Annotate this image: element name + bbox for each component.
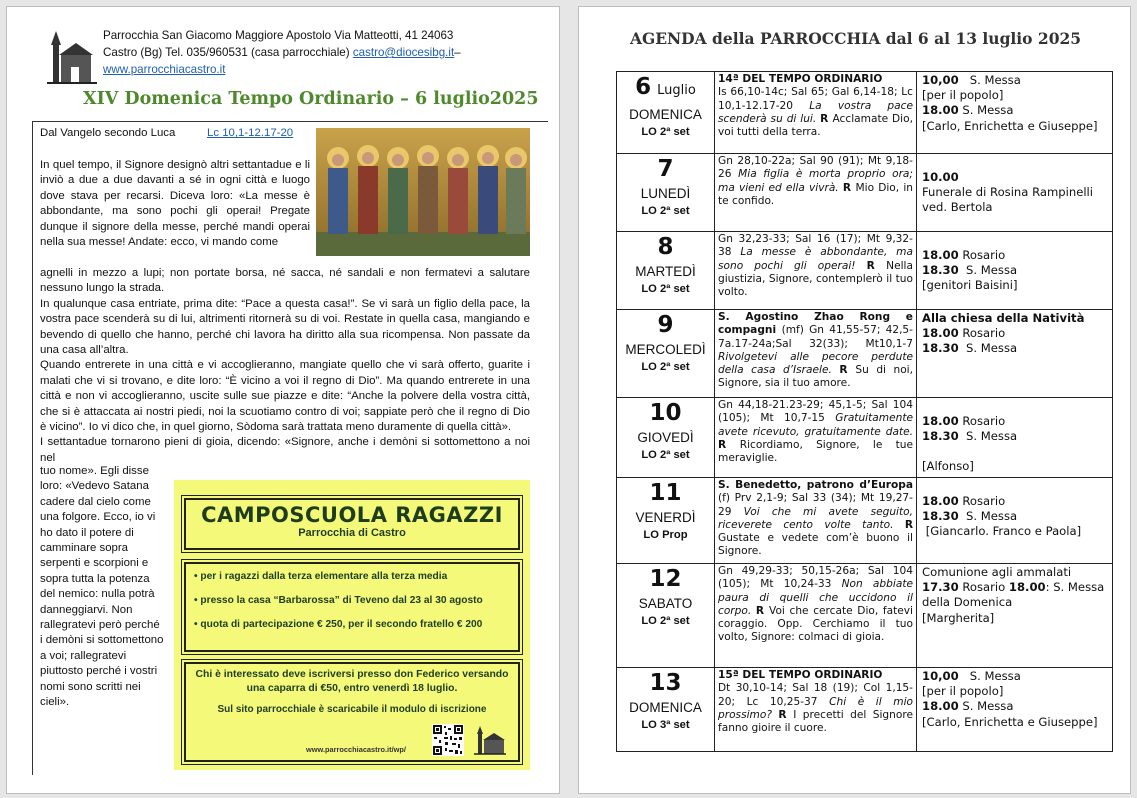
apostles-painting-image	[316, 128, 530, 256]
camp-info-panel	[184, 562, 520, 652]
event-text: 18.00	[922, 414, 959, 428]
event-text: [Margherita]	[922, 610, 995, 625]
gospel-heading: Dal Vangelo secondo Luca	[40, 127, 176, 139]
event-text: [per il popolo]	[922, 88, 1004, 103]
gospel-reference-link[interactable]: Lc 10,1-12.17-20	[207, 127, 294, 139]
day-name: SABATO	[638, 596, 693, 611]
reading-text: Gn 44,18-21.23-29; 45,1-5; Sal 104 (105); Mt 10,7-15	[718, 399, 913, 425]
day-number	[617, 312, 714, 339]
day-number-value: 11	[649, 480, 682, 506]
agenda-row	[617, 668, 1113, 752]
event-text: S. Messa	[958, 509, 1018, 524]
reading-text: Rivolgetevi alle pecore perdute della casa d’Israele.	[718, 350, 913, 377]
agenda-day-cell	[617, 668, 715, 752]
event-text: 18.00	[922, 494, 959, 508]
event-text: S. Messa	[958, 341, 1018, 356]
event-text: Rosario	[958, 414, 1006, 428]
event-text: [genitori Baisini]	[922, 278, 1018, 293]
event-text: 18.30	[922, 263, 959, 278]
day-name: LUNEDÌ	[640, 186, 691, 201]
gospel-paragraph: agnelli in mezzo a lupi; non portate borsa, né sacca, né sandali e non fermatevi a salutare nessuno lungo la strada.	[40, 267, 530, 295]
liturgy-set: LO 2ª set	[641, 205, 690, 217]
gospel-paragraph: In qualunque casa entriate, prima dite: “Pace a questa casa!”. Se vi sarà un figlio della pace, la vostra pace scenderà su di lui, altrimenti ritornerà su di voi. Restate in quella casa, mangiando e bevendo di quello che hanno, perché chi lavora ha diritto alla sua ricompensa. Non passate da una casa all’altra.	[40, 297, 530, 357]
liturgy-set: LO 3ª set	[641, 719, 690, 731]
agenda-row	[617, 72, 1113, 154]
agenda-readings-cell	[715, 564, 917, 668]
agenda-day-cell	[617, 72, 715, 154]
camp-url: www.parrocchiacastro.it/wp/	[306, 745, 406, 754]
reading-text: 15ª DEL TEMPO ORDINARIO	[718, 669, 883, 681]
event-text: 10,00	[922, 73, 959, 87]
reading-text: 14ª DEL TEMPO ORDINARIO	[718, 73, 883, 85]
camp-info-item: • quota di partecipazione € 250, per il secondo fratello € 200	[194, 619, 483, 630]
event-text: 18.00	[922, 248, 959, 262]
reading-text: Mia figlia è morta proprio ora; ma vieni ed ella vivrà.	[718, 168, 913, 194]
day-name: GIOVEDÌ	[637, 430, 694, 445]
gospel-paragraph: tuo nome». Egli disse loro: «Vedevo Satana cadere dal cielo come una folgore. Ecco, io vi ho dato il potere di camminare sopra serpenti e scorpioni e sopra tutta la potenza del nemico: nulla potrà danneggiarvi. Non rallegratevi però perché i demòni si sottomettono a voi; rallegratevi piuttosto perché i vostri nomi sono scritti nei cieli».	[40, 465, 164, 709]
event-text: Funerale di Rosina Rampinelli ved. Bertola	[922, 185, 1097, 215]
reading-text: Chi è il mio prossimo?	[718, 695, 914, 721]
event-text: S. Messa	[958, 429, 1018, 444]
reading-text: R	[820, 112, 833, 125]
day-number-value: 12	[649, 566, 682, 592]
reading-text: La messe è abbondante, ma sono pochi gli operai!	[718, 246, 913, 272]
gospel-text-narrow	[40, 158, 310, 250]
gospel-text-tail	[40, 464, 164, 711]
agenda-readings-cell	[715, 398, 917, 478]
email-link[interactable]: castro@diocesibg.it	[352, 46, 455, 59]
agenda-table	[616, 71, 1113, 752]
camp-title: CAMPOSCUOLA RAGAZZI	[201, 503, 503, 527]
agenda-events-cell	[917, 564, 1113, 668]
event-text: S. Messa	[958, 263, 1018, 278]
liturgy-set: LO Prop	[643, 529, 688, 541]
agenda-day-cell	[617, 478, 715, 564]
reading-text: Su di noi, Signore, sia il tuo amore.	[718, 364, 913, 390]
day-name: MERCOLEDÌ	[625, 342, 706, 357]
reading-text: Dt 30,10-14; Sal 18 (19); Col 1,15-20; Lc 10,25-37	[718, 682, 913, 708]
agenda-readings-cell	[715, 478, 917, 564]
agenda-events-cell	[917, 232, 1113, 310]
agenda-readings-cell	[715, 232, 917, 310]
reading-text: I precetti del Signore fanno gioire il cuore.	[718, 708, 913, 735]
agenda-events-cell	[917, 668, 1113, 752]
agenda-events-cell	[917, 154, 1113, 232]
agenda-day-cell	[617, 398, 715, 478]
parish-line-2: Castro (Bg) Tel. 035/960531 (casa parrocchiale)	[103, 46, 353, 59]
event-text: [Carlo, Enrichetta e Giuseppe]	[922, 714, 1098, 729]
dash: –	[454, 46, 461, 59]
gospel-paragraph: I settantadue tornarono pieni di gioia, dicendo: «Signore, anche i demòni si sottomettono a noi nel	[40, 436, 530, 464]
day-number	[617, 480, 714, 507]
event-text: S. Messa	[958, 669, 1021, 683]
day-number	[617, 234, 714, 261]
agenda-events-cell	[917, 310, 1113, 398]
event-text: 18.00	[922, 699, 959, 714]
reading-text: R	[842, 181, 856, 194]
agenda-events-cell	[917, 72, 1113, 154]
day-name: MARTEDÌ	[635, 264, 696, 279]
event-text: Rosario	[958, 248, 1006, 262]
event-text: Rosario	[958, 494, 1006, 508]
reading-text: R	[755, 604, 770, 617]
reading-text: S. Agostino Zhao Rong e compagni	[718, 311, 913, 337]
reading-text: Ricordiamo, Signore, le tue meraviglie.	[718, 438, 913, 465]
church-logo-icon	[472, 724, 508, 756]
day-name: DOMENICA	[629, 700, 702, 715]
event-text: 18.00	[1008, 580, 1046, 595]
liturgy-set: LO 2ª set	[641, 126, 690, 138]
day-number-value: 8	[657, 234, 674, 260]
camp-subtitle: Parrocchia di Castro	[298, 527, 406, 539]
day-name: DOMENICA	[629, 107, 702, 122]
reading-text: Gn 28,10-22a; Sal 90 (91); Mt 9,18-26	[718, 155, 913, 181]
event-text: 18.00	[922, 326, 959, 341]
reading-text: R	[866, 259, 887, 272]
event-text: 17.30	[922, 580, 959, 595]
reading-text: R	[778, 708, 794, 721]
event-text: Rosario	[958, 580, 1009, 595]
reading-text: Gustate e vedete com’è buono il Signore.	[718, 532, 913, 558]
qr-code-icon[interactable]	[432, 724, 464, 756]
agenda-row	[617, 154, 1113, 232]
camp-signup-text: Chi è interessato deve iscriversi presso don Federico versando una caparra di €50, entro venerdì 18 luglio.	[195, 669, 509, 694]
camp-title-panel	[184, 498, 520, 550]
camp-signup-panel	[184, 662, 520, 762]
reading-text: Voi che mi avete seguito, riceverete cento volte tanto.	[718, 505, 913, 531]
agenda-readings-cell	[715, 310, 917, 398]
liturgy-set: LO 2ª set	[641, 361, 690, 373]
reading-text: Non abbiate paura di quelli che uccidono il corpo.	[718, 578, 913, 617]
reading-text: Voi che cercate Dio, fatevi coraggio. Opp. Cerchiamo il tuo volto, Signore: colmaci di gioia.	[718, 604, 913, 644]
reading-text: Acclamate Dio, voi tutti della terra.	[718, 112, 913, 139]
reading-text: Mio Dio, in te confido.	[718, 181, 913, 207]
agenda-title: AGENDA della PARROCCHIA dal 6 al 13 luglio 2025	[629, 29, 1082, 48]
agenda-body	[617, 72, 1113, 752]
reading-text: S. Benedetto, patrono d’Europa	[718, 479, 913, 491]
event-text: [Carlo, Enrichetta e Giuseppe]	[922, 118, 1098, 133]
day-number-value: 10	[649, 400, 682, 426]
agenda-row	[617, 564, 1113, 668]
agenda-row	[617, 398, 1113, 478]
camp-info-item: • per i ragazzi dalla terza elementare alla terza media	[194, 571, 448, 582]
bulletin-right-page	[578, 6, 1131, 794]
reading-text: R	[839, 364, 856, 377]
church-logo-icon	[43, 25, 99, 85]
day-number	[617, 156, 714, 183]
agenda-day-cell	[617, 564, 715, 668]
gospel-paragraph: Quando entrerete in una città e vi accoglieranno, mangiate quello che vi sarà offerto, guarite i malati che vi si trovano, e dite loro: “È vicino a voi il regno di Dio”. Ma quando entrerete in una città e non vi accoglieranno, uscite sulle sue piazze e dite: “Anche la polvere della vostra città, che si è attaccata ai nostri piedi, noi la scuotiamo contro di voi; sappiate però che il regno di Dio è vicino”. Io vi dico che, in quel giorno, Sòdoma sarà trattata meno duramente di quella città».	[40, 359, 530, 434]
day-number	[617, 400, 714, 427]
agenda-events-cell	[917, 398, 1113, 478]
agenda-events-cell	[917, 478, 1113, 564]
day-number	[617, 670, 714, 697]
day-name: VENERDÌ	[635, 510, 696, 525]
liturgy-set: LO 2ª set	[641, 283, 690, 295]
event-text: [Alfonso]	[922, 459, 974, 474]
reading-text: R	[718, 438, 740, 451]
event-text: [per il popolo]	[922, 684, 1004, 699]
agenda-readings-cell	[715, 72, 917, 154]
reading-text: Is 66,10-14c; Sal 65; Gal 6,14-18; Lc 10,1-12.17-20	[718, 86, 913, 112]
camp-info-item: • presso la casa “Barbarossa” di Teveno dal 23 al 30 agosto	[194, 595, 483, 606]
day-number-value: 7	[657, 156, 674, 182]
day-number	[617, 74, 714, 104]
event-text: Alla chiesa della Natività	[922, 311, 1085, 325]
event-text: S. Messa	[958, 103, 1014, 118]
event-text: 18.30	[922, 341, 959, 356]
agenda-readings-cell	[715, 668, 917, 752]
reading-text: (f) Prv 2,1-9; Sal 33 (34); Mt 19,27-29	[718, 492, 913, 518]
reading-text: (mf) Gn 41,55-57; 42,5-7a.17-24a;Sal 32(33); Mt10,1-7	[718, 324, 913, 350]
day-number	[617, 566, 714, 593]
event-text: S. Messa	[958, 73, 1021, 87]
event-text: S. Messa	[958, 699, 1014, 714]
liturgy-set: LO 2ª set	[641, 615, 690, 627]
day-number-value: 9	[657, 312, 674, 338]
event-text: 10.00	[922, 170, 959, 184]
agenda-day-cell	[617, 154, 715, 232]
parish-address	[103, 27, 523, 78]
gospel-paragraph: In quel tempo, il Signore designò altri settantadue e li inviò a due a due davanti a sé in ogni città e luogo dove stava per recarsi. Diceva loro: «La messe è abbondante, ma sono pochi gli operai! Pregate dunque il signore della messe, perché mandi operai nella sua messe! Andate: ecco, vi mando come	[40, 159, 310, 249]
day-month: Luglio	[657, 83, 696, 98]
reading-text: Nella giustizia, Signore, contemplerò il tuo volto.	[718, 259, 913, 299]
day-number-value: 13	[649, 670, 682, 696]
reading-text: R	[904, 518, 913, 531]
reading-text: Gn 49,29-33; 50,15-26a; Sal 104 (105); Mt 10,24-33	[718, 565, 913, 591]
reading-text: La vostra pace scenderà su di lui.	[718, 99, 913, 125]
event-text: Comunione agli ammalati	[922, 565, 1072, 579]
agenda-row	[617, 478, 1113, 564]
agenda-row	[617, 232, 1113, 310]
day-number-value: 6	[635, 74, 652, 100]
agenda-day-cell	[617, 232, 715, 310]
gospel-text-wide	[40, 266, 530, 466]
website-link[interactable]: www.parrocchiacastro.it	[103, 63, 226, 76]
sunday-title: XIV Domenica Tempo Ordinario – 6 luglio2025	[83, 89, 539, 109]
event-text: 18.30	[922, 429, 959, 444]
liturgy-set: LO 2ª set	[641, 449, 690, 461]
agenda-readings-cell	[715, 154, 917, 232]
event-text: 18.30	[922, 509, 959, 524]
event-text: 10,00	[922, 669, 959, 683]
event-text: Rosario	[958, 326, 1006, 341]
camp-download-text: Sul sito parrocchiale è scaricabile il modulo di iscrizione	[217, 704, 487, 715]
event-text: [Giancarlo. Franco e Paola]	[922, 524, 1082, 539]
event-text: : S. Messa della Domenica	[922, 580, 1108, 610]
agenda-day-cell	[617, 310, 715, 398]
event-text: 18.00	[922, 103, 959, 118]
reading-text: Gratuitamente avete ricevuto, gratuitamente date.	[718, 412, 913, 438]
parish-line-1: Parrocchia San Giacomo Maggiore Apostolo Via Matteotti, 41 24063	[103, 29, 454, 42]
agenda-row	[617, 310, 1113, 398]
reading-text: Gn 32,23-33; Sal 16 (17); Mt 9,32-38	[718, 233, 913, 259]
camp-poster	[174, 480, 530, 770]
